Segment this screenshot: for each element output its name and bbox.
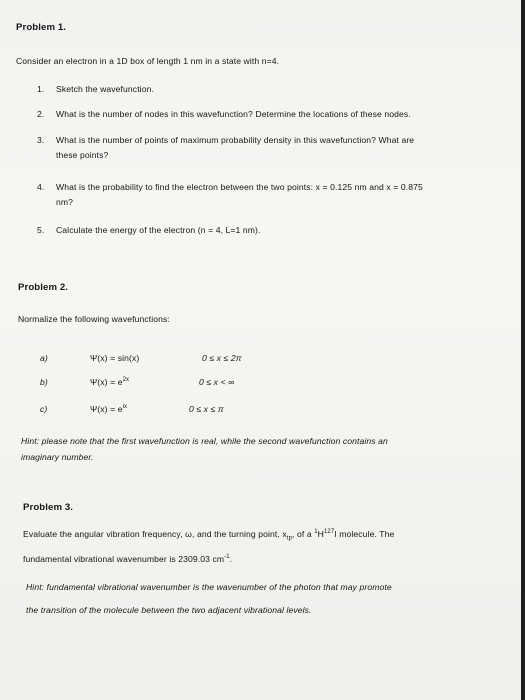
problem2-title: Problem 2. xyxy=(18,282,69,293)
problem2-item-b-function: $\Psi(x) = e^{2x}$ xyxy=(90,377,130,387)
problem1-item2-number: 2. xyxy=(37,109,45,119)
problem2-item-c-range: 0 ≤ x ≤ π xyxy=(189,404,224,414)
problem2-item-c-exponent: ix xyxy=(122,404,128,411)
problem1-item4-line2: nm? xyxy=(56,197,74,207)
problem1-item5-number: 5. xyxy=(37,225,45,235)
problem2-item-c-label: c) xyxy=(40,404,48,414)
problem2-item-b-exponent: 2x xyxy=(122,377,130,384)
problem3-line2: fundamental vibrational wavenumber is 2309.03 $cm^{-1}$. xyxy=(23,554,233,564)
problem2-hint-line1: Hint: please note that the first wavefunction is real, while the second wavefunction contains an xyxy=(21,436,388,446)
problem1-item4-number: 4. xyxy=(37,182,45,192)
problem2-item-a-label: a) xyxy=(40,353,48,363)
problem1-intro: Consider an electron in a 1D box of length 1 nm in a state with n=4. xyxy=(16,56,280,66)
problem3-hint-line1: Hint: fundamental vibrational wavenumber is the wavenumber of the photon that may promote xyxy=(26,582,392,592)
problem2-item-a-function: Ψ(x) = sin(x) xyxy=(90,353,140,363)
problem2-item-c-function: $\Psi(x) = e^{ix}$ xyxy=(90,404,128,414)
problem2-hint-line2: imaginary number. xyxy=(21,452,94,462)
problem1-title: Problem 1. xyxy=(16,22,67,33)
problem1-item1-number: 1. xyxy=(37,84,45,94)
problem1-item4-line1: What is the probability to find the electron between the two points: x = 0.125 nm and x = 0.875 xyxy=(56,182,423,192)
problem1-item2-text: What is the number of nodes in this wavefunction? Determine the locations of these nodes. xyxy=(56,109,411,119)
problem3-hint-line2: the transition of the molecule between the two adjacent vibrational levels. xyxy=(26,605,312,615)
problem1-item3-line1: What is the number of points of maximum probability density in this wavefunction? What are xyxy=(56,135,415,145)
problem1-item3-number: 3. xyxy=(37,135,45,145)
problem3-title: Problem 3. xyxy=(23,502,74,513)
problem2-intro: Normalize the following wavefunctions: xyxy=(18,314,170,324)
problem2-item-b-range: 0 ≤ x < ∞ xyxy=(199,377,235,387)
problem3-line1: Evaluate the angular vibration frequency, ω, and the turning point, $x_{tp}$, of a $^1H^{127}I$ molecule. The xyxy=(23,529,395,542)
page-edge-shadow xyxy=(521,0,525,700)
problem2-item-b-label: b) xyxy=(40,377,48,387)
problem1-item5-text: Calculate the energy of the electron (n = 4, L=1 nm). xyxy=(56,225,261,235)
problem1-item1-text: Sketch the wavefunction. xyxy=(56,84,154,94)
problem1-item3-line2: these points? xyxy=(56,150,109,160)
problem2-item-a-range: 0 ≤ x ≤ 2π xyxy=(202,353,242,363)
